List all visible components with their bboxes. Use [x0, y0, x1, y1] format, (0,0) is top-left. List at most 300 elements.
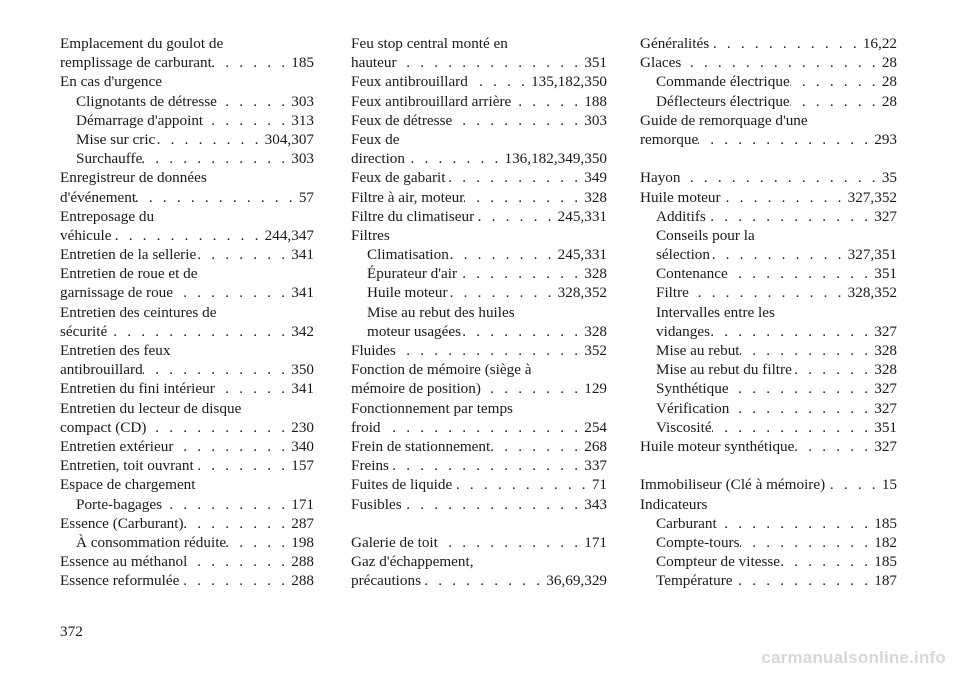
index-entry — [60, 456, 314, 475]
index-entry-text: vidanges — [656, 322, 710, 340]
index-entry-text: Fluides — [351, 342, 396, 359]
dot-leader — [203, 111, 291, 130]
index-page-ref: 198 — [291, 533, 314, 551]
index-entry-text: Épurateur d'air — [367, 265, 458, 283]
index-entry-text: Clignotants de détresse — [76, 92, 217, 110]
index-entry-text: sélection — [656, 246, 710, 264]
index-entry — [60, 514, 314, 533]
dot-leader — [461, 322, 584, 341]
index-subentry — [60, 495, 314, 514]
index-entry-text: Essence (Carburant) — [60, 514, 184, 532]
index-entry — [640, 188, 897, 207]
index-entry-text: Essence au méthanol — [60, 553, 188, 571]
dot-leader — [511, 92, 584, 111]
index-page-ref: 182 — [874, 533, 897, 551]
index-page-ref: 129 — [584, 380, 607, 398]
index-entry-text: hauteur — [351, 54, 397, 72]
index-entry-text: Entretien des ceintures de — [60, 303, 217, 321]
index-entry — [60, 245, 314, 264]
index-subentry — [351, 245, 607, 264]
index-entry — [351, 226, 607, 245]
index-entry-text: Généralités — [640, 35, 710, 52]
index-page-ref: 343 — [584, 495, 607, 513]
index-page-ref: 328 — [584, 188, 607, 206]
dot-leader — [792, 360, 874, 379]
index-page-ref: 327 — [874, 207, 897, 225]
index-entry — [351, 379, 607, 398]
index-entry-text: Feux de — [351, 130, 400, 148]
index-entry — [351, 188, 607, 207]
index-page-ref: 187 — [874, 572, 897, 590]
index-section-gap — [640, 149, 897, 168]
dot-leader — [389, 456, 584, 475]
index-entry-text: sécurité — [60, 322, 108, 340]
dot-leader — [474, 207, 557, 226]
index-page-ref: 171 — [584, 533, 607, 551]
index-page-ref: 287 — [291, 514, 314, 532]
index-subentry — [640, 207, 897, 226]
index-page-ref: 327,352 — [847, 188, 897, 206]
index-entry-text: Mise au rebut des huiles — [367, 303, 515, 321]
index-page-ref: 327 — [874, 437, 897, 455]
index-page-ref: 16,22 — [862, 35, 897, 52]
index-subentry — [60, 92, 314, 111]
dot-leader — [226, 533, 291, 552]
index-entry-text: Additifs — [656, 207, 706, 225]
index-page-ref: 28 — [881, 92, 897, 110]
index-entry-text: Emplacement du goulot de — [60, 35, 224, 52]
dot-leader — [187, 552, 291, 571]
dot-leader — [421, 571, 546, 590]
index-page-ref: 351 — [874, 265, 897, 283]
index-entry — [60, 379, 314, 398]
dot-leader — [698, 130, 874, 149]
dot-leader — [825, 475, 882, 494]
index-entry — [351, 53, 607, 72]
index-page-ref: 327 — [874, 380, 897, 398]
index-entry-text: Filtre du climatiseur — [351, 207, 475, 225]
index-entry-text: Entretien du lecteur de disque — [60, 399, 242, 417]
index-entry-text: Mise sur cric — [76, 130, 156, 148]
dot-leader — [155, 130, 264, 149]
dot-leader — [710, 245, 848, 264]
index-page-ref: 328 — [874, 361, 897, 379]
index-page-ref: 341 — [291, 246, 314, 264]
index-page-ref: 245,331 — [557, 207, 607, 225]
index-entry-text: Entretien extérieur — [60, 437, 174, 455]
index-entry-text: Feu stop central monté en — [351, 35, 508, 52]
index-subentry — [351, 322, 607, 341]
index-page-ref: 71 — [591, 476, 607, 494]
index-page-ref: 136,182,349,350 — [504, 150, 607, 168]
index-page-ref: 35 — [881, 169, 897, 187]
index-page-ref: 135,182,350 — [531, 73, 607, 91]
index-entry-text: remorque — [640, 130, 699, 148]
index-entry-text: Huile moteur synthétique — [640, 437, 795, 455]
index-page-ref: 171 — [291, 495, 314, 513]
dot-leader — [468, 72, 531, 91]
dot-leader — [681, 168, 882, 187]
index-entry — [640, 475, 897, 494]
index-entry-text: remplissage de carburant — [60, 54, 212, 72]
index-entry-text: Glaces — [640, 54, 682, 72]
index-entry-text: mémoire de position) — [351, 380, 481, 398]
dot-leader — [790, 92, 882, 111]
index-entry-text: Compte-tours — [656, 533, 740, 551]
index-page-ref: 288 — [291, 572, 314, 590]
index-entry-text: Entretien de la sellerie — [60, 246, 197, 264]
index-subentry — [640, 226, 897, 245]
index-subentry — [640, 571, 897, 590]
index-page-ref: 337 — [584, 457, 607, 475]
index-entry — [351, 418, 607, 437]
index-entry-text: En cas d'urgence — [60, 73, 162, 91]
index-section-gap — [640, 456, 897, 475]
index-entry-text: Mise au rebut du filtre — [656, 361, 792, 379]
index-page-ref: 157 — [291, 457, 314, 475]
index-entry — [60, 72, 314, 91]
page-number: 372 — [60, 623, 83, 640]
dot-leader — [217, 92, 291, 111]
index-page-ref: 313 — [291, 111, 314, 129]
index-entry-text: Entretien du fini intérieur — [60, 380, 215, 398]
index-entry — [351, 360, 607, 379]
index-entry-text: Climatisation — [367, 246, 449, 264]
index-entry — [60, 207, 314, 226]
index-page-ref: 36,69,329 — [546, 572, 607, 590]
index-page-ref: 327 — [874, 322, 897, 340]
index-subentry — [640, 303, 897, 322]
index-entry-text: Feux de détresse — [351, 111, 453, 129]
index-entry-text: Entretien de roue et de — [60, 265, 198, 283]
index-page-ref: 327,351 — [847, 246, 897, 264]
dot-leader — [709, 34, 863, 53]
index-subentry — [60, 533, 314, 552]
index-subentry — [640, 245, 897, 264]
dot-leader — [196, 245, 291, 264]
index-entry-text: précautions — [351, 572, 422, 590]
index-entry — [351, 130, 607, 149]
index-page-ref: 328 — [584, 265, 607, 283]
dot-leader — [142, 149, 291, 168]
index-entry-text: Filtre à air, moteur — [351, 188, 465, 206]
dot-leader — [173, 437, 291, 456]
dot-leader — [706, 207, 874, 226]
index-entry-text: Fonction de mémoire (siège à — [351, 361, 532, 379]
index-entry — [60, 264, 314, 283]
index-entry-text: Espace de chargement — [60, 476, 196, 494]
index-entry — [60, 571, 314, 590]
index-page-ref: 304,307 — [264, 130, 314, 148]
index-entry — [351, 533, 607, 552]
index-page-ref: 268 — [584, 437, 607, 455]
dot-leader — [452, 475, 592, 494]
dot-leader — [790, 72, 882, 91]
index-entry — [60, 188, 314, 207]
dot-leader — [710, 322, 874, 341]
dot-leader — [445, 168, 584, 187]
index-subentry — [351, 283, 607, 302]
dot-leader — [136, 188, 299, 207]
dot-leader — [111, 226, 264, 245]
index-entry-text: véhicule — [60, 226, 112, 244]
index-subentry — [640, 399, 897, 418]
dot-leader — [740, 533, 875, 552]
dot-leader — [721, 188, 848, 207]
index-entry-text: Conseils pour la — [656, 226, 755, 244]
dot-leader — [405, 149, 505, 168]
index-page-ref: 341 — [291, 284, 314, 302]
index-entry — [60, 475, 314, 494]
dot-leader — [728, 264, 875, 283]
index-entry-text: Commande électrique — [656, 73, 790, 91]
index-entry-text: moteur usagées — [367, 322, 462, 340]
index-entry-text: Immobiliseur (Clé à mémoire) — [640, 476, 826, 494]
index-entry — [351, 571, 607, 590]
index-entry-text: Essence reformulée — [60, 572, 180, 590]
index-page-ref: 188 — [584, 92, 607, 110]
index-entry-text: Démarrage d'appoint — [76, 111, 204, 129]
index-entry — [60, 399, 314, 418]
dot-leader — [794, 437, 874, 456]
index-page-ref: 303 — [291, 150, 314, 168]
index-entry — [351, 341, 607, 360]
index-entry-text: Gaz d'échappement, — [351, 553, 474, 571]
index-subentry — [640, 379, 897, 398]
index-entry — [60, 418, 314, 437]
index-page-ref: 340 — [291, 437, 314, 455]
index-page-ref: 351 — [584, 54, 607, 72]
index-entry-text: Huile moteur — [367, 284, 448, 302]
index-entry — [60, 168, 314, 187]
index-entry-text: froid — [351, 418, 381, 436]
index-entry — [60, 360, 314, 379]
dot-leader — [733, 571, 875, 590]
index-entry-text: direction — [351, 150, 405, 168]
index-entry — [351, 111, 607, 130]
index-entry-text: Porte-bagages — [76, 495, 163, 513]
dot-leader — [212, 53, 291, 72]
dot-leader — [449, 245, 558, 264]
index-page-ref: 350 — [291, 361, 314, 379]
index-entry-text: Feux antibrouillard — [351, 73, 468, 91]
index-entry-text: Carburant — [656, 514, 717, 532]
index-subentry — [60, 130, 314, 149]
index-entry-text: Intervalles entre les — [656, 303, 775, 321]
index-entry — [351, 207, 607, 226]
index-entry-text: Entreposage du — [60, 207, 155, 225]
index-entry-text: Entretien, toit ouvrant — [60, 457, 194, 475]
index-entry — [351, 92, 607, 111]
index-entry — [60, 437, 314, 456]
dot-leader — [481, 379, 584, 398]
index-entry — [60, 341, 314, 360]
index-entry — [60, 53, 314, 72]
index-entry-text: Fusibles — [351, 495, 402, 513]
index-entry-text: d'événement — [60, 188, 137, 206]
index-page-ref: 244,347 — [264, 226, 314, 244]
index-entry — [640, 495, 897, 514]
index-entry-text: Fonctionnement par temps — [351, 399, 513, 417]
dot-leader — [107, 322, 291, 341]
index-entry — [60, 34, 314, 53]
index-entry-text: Surchauffe — [76, 150, 143, 168]
index-entry-text: Frein de stationnement — [351, 437, 491, 455]
index-subentry — [640, 322, 897, 341]
index-entry — [351, 149, 607, 168]
dot-leader — [397, 53, 585, 72]
index-page-ref: 327 — [874, 399, 897, 417]
index-entry — [351, 437, 607, 456]
index-entry-text: Freins — [351, 457, 389, 475]
index-entry — [351, 552, 607, 571]
dot-leader — [143, 360, 292, 379]
index-subentry — [60, 149, 314, 168]
index-entry-text: Contenance — [656, 265, 728, 283]
index-page-ref: 230 — [291, 418, 314, 436]
index-page-ref: 185 — [291, 54, 314, 72]
index-entry — [640, 130, 897, 149]
index-entry — [351, 72, 607, 91]
index-entry-text: Température — [656, 572, 733, 590]
index-entry — [60, 303, 314, 322]
index-entry — [351, 399, 607, 418]
index-subentry — [640, 514, 897, 533]
dot-leader — [184, 514, 292, 533]
index-page-ref: 328,352 — [847, 284, 897, 302]
index-section-gap — [351, 514, 607, 533]
index-page-ref: 28 — [881, 73, 897, 91]
index-subentry — [640, 264, 897, 283]
index-entry-text: Déflecteurs électrique — [656, 92, 790, 110]
index-page-ref: 57 — [298, 188, 314, 206]
dot-leader — [729, 399, 874, 418]
dot-leader — [402, 495, 585, 514]
dot-leader — [712, 418, 875, 437]
index-entry-text: Guide de remorquage d'une — [640, 111, 808, 129]
index-entry — [640, 111, 897, 130]
index-entry-text: Huile moteur — [640, 188, 721, 206]
index-entry — [60, 226, 314, 245]
index-entry — [640, 34, 897, 53]
dot-leader — [194, 456, 292, 475]
index-page-ref: 328,352 — [557, 284, 607, 302]
index-entry-text: Galerie de toit — [351, 533, 438, 551]
index-entry-text: Filtres — [351, 226, 390, 244]
index-entry — [640, 168, 897, 187]
index-subentry — [640, 552, 897, 571]
index-column-1 — [60, 34, 314, 590]
index-page-ref: 293 — [874, 130, 897, 148]
dot-leader — [179, 571, 291, 590]
dot-leader — [452, 111, 584, 130]
dot-leader — [490, 437, 584, 456]
watermark-logo: carmanualsonline.info — [761, 648, 946, 667]
dot-leader — [780, 552, 874, 571]
index-subentry — [640, 418, 897, 437]
dot-leader — [448, 283, 558, 302]
index-subentry — [640, 533, 897, 552]
index-entry — [351, 168, 607, 187]
index-entry-text: Fuites de liquide — [351, 476, 453, 494]
index-page-ref: 341 — [291, 380, 314, 398]
index-entry — [640, 437, 897, 456]
index-entry-text: Feux de gabarit — [351, 169, 446, 187]
index-subentry — [640, 341, 897, 360]
index-entry-text: Feux antibrouillard arrière — [351, 92, 512, 110]
index-entry-text: Synthétique — [656, 380, 729, 398]
dot-leader — [215, 379, 291, 398]
dot-leader — [681, 53, 881, 72]
index-subentry — [351, 264, 607, 283]
index-entry-text: garnissage de roue — [60, 284, 174, 302]
dot-leader — [381, 418, 585, 437]
index-subentry — [640, 72, 897, 91]
index-page-ref: 349 — [584, 169, 607, 187]
index-entry-text: Entretien des feux — [60, 342, 171, 359]
index-entry — [60, 552, 314, 571]
index-entry — [351, 456, 607, 475]
index-page-ref: 254 — [584, 418, 607, 436]
index-subentry — [351, 303, 607, 322]
index-entry — [60, 283, 314, 302]
index-entry-text: compact (CD) — [60, 418, 147, 436]
index-page-ref: 15 — [881, 476, 897, 494]
dot-leader — [457, 264, 584, 283]
index-entry-text: Indicateurs — [640, 495, 708, 513]
dot-leader — [689, 283, 848, 302]
index-page-ref: 28 — [881, 54, 897, 72]
dot-leader — [438, 533, 584, 552]
index-entry-text: Viscosité — [656, 418, 712, 436]
index-page-ref: 185 — [874, 553, 897, 571]
dot-leader — [717, 514, 874, 533]
index-page-ref: 351 — [874, 418, 897, 436]
index-page-ref: 328 — [584, 322, 607, 340]
index-column-2 — [351, 34, 607, 590]
index-entry — [351, 34, 607, 53]
index-page-ref: 185 — [874, 514, 897, 532]
index-entry-text: Mise au rebut — [656, 342, 740, 359]
dot-leader — [740, 341, 875, 360]
index-page-ref: 342 — [291, 322, 314, 340]
index-page-ref: 245,331 — [557, 246, 607, 264]
index-entry-text: Enregistreur de données — [60, 169, 207, 187]
index-subentry — [60, 111, 314, 130]
dot-leader — [396, 341, 584, 360]
index-entry-text: Hayon — [640, 169, 681, 187]
index-entry — [640, 53, 897, 72]
index-entry — [351, 495, 607, 514]
dot-leader — [146, 418, 291, 437]
dot-leader — [464, 188, 584, 207]
dot-leader — [173, 283, 291, 302]
index-entry-text: Vérification — [656, 399, 730, 417]
index-page-ref: 303 — [291, 92, 314, 110]
index-column-3 — [640, 34, 897, 590]
index-entry — [60, 322, 314, 341]
index-subentry — [640, 283, 897, 302]
index-subentry — [640, 92, 897, 111]
index-page-ref: 288 — [291, 553, 314, 571]
index-entry-text: antibrouillard — [60, 361, 143, 379]
index-entry-text: Filtre — [656, 284, 689, 302]
index-entry-text: À consommation réduite — [76, 533, 227, 551]
index-page-ref: 352 — [584, 342, 607, 359]
index-entry — [351, 475, 607, 494]
dot-leader — [162, 495, 291, 514]
index-page-ref: 303 — [584, 111, 607, 129]
